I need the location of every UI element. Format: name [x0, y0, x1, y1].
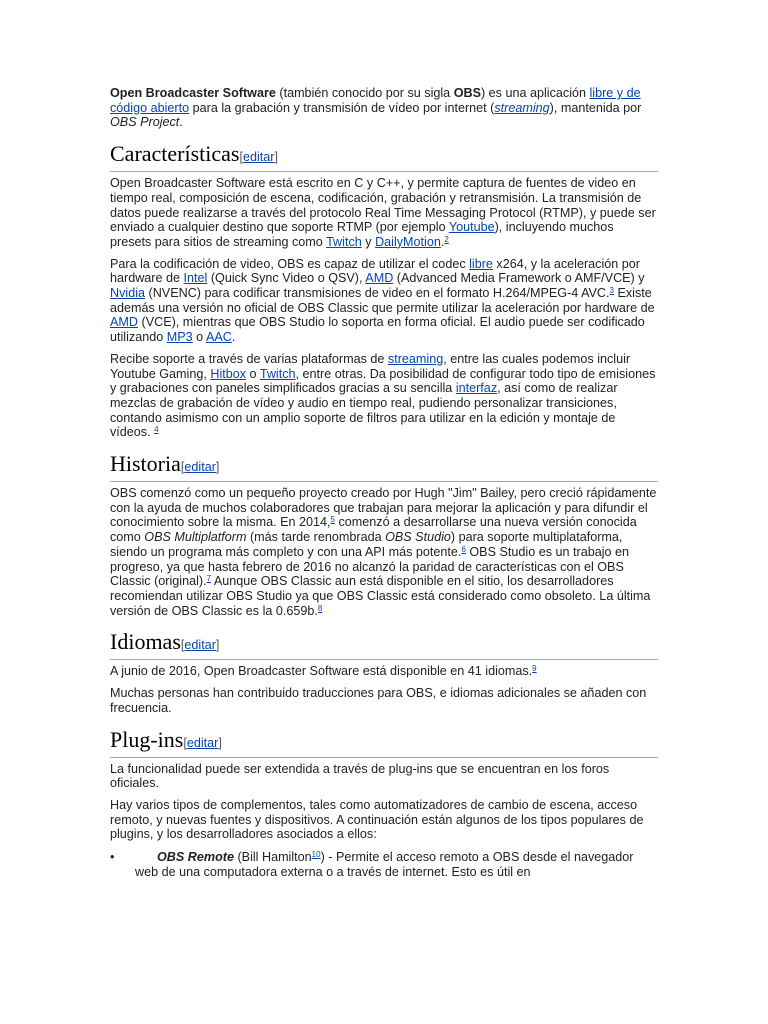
text: ) - Permite el acceso remoto a OBS desde el navegador web de una computadora externa o a través de internet. Esto es útil en: [135, 850, 634, 879]
edit-section: [editar]: [183, 735, 222, 750]
edit-link-historia[interactable]: editar: [184, 460, 216, 475]
text: OBS comenzó como un pequeño proyecto creado por Hugh "Jim" Bailey, pero creció rápidamente con la ayuda de muchos colaboradores que trabajan para mejorar la aplicación y para difundir el conocimiento sobre la misma. En 2014,: [110, 486, 657, 530]
text: Existe además una versión no oficial de OBS Classic que permite utilizar la aceleración por hardware de: [110, 286, 655, 315]
text: y: [361, 234, 376, 249]
text: Para la codificación de video, OBS es capaz de utilizar el codec: [110, 256, 470, 271]
link-nvidia[interactable]: Nvidia: [110, 286, 145, 301]
link-libre-codigo-abierto[interactable]: libre y de código abierto: [110, 86, 641, 115]
text: , así como de realizar mezclas de grabación de vídeo y audio en tiempo real, pudiendo personalizar transiciones, contando asimismo con un amplio soporte de filtros para utilizar en la edición y montaje de vídeos.: [110, 381, 618, 440]
link-streaming-2[interactable]: streaming: [387, 351, 444, 366]
text: Aunque OBS Classic aun está disponible en el sitio, los desarrolladores recomiendan utilizar OBS Studio ya que OBS Classic está considerado como obsoleto. La última versión de OBS Classic es la 0.659b.: [110, 574, 651, 618]
text: (Bill Hamilton: [233, 850, 312, 865]
obs-studio: OBS Studio: [385, 530, 451, 545]
text: (Advanced Media Framework o AMF/VCE) y: [393, 271, 645, 286]
link-streaming[interactable]: streaming: [494, 100, 550, 115]
link-aac[interactable]: AAC: [205, 330, 232, 345]
link-amd[interactable]: AMD: [365, 271, 394, 286]
heading-idiomas: [110, 629, 658, 660]
link-libre[interactable]: libre: [469, 256, 493, 271]
plugins-p2: Hay varios tipos de complementos, tales como automatizadores de cambio de escena, acceso remoto, y nuevas fuentes y dispositivos. A continuación están algunos de los tipos populares de plugins, y los desarrolladores asociados a ellos:: [110, 797, 644, 842]
text: (Quick Sync Video o QSV),: [207, 271, 366, 286]
link-mp3[interactable]: MP3: [166, 330, 193, 345]
text: (VCE), mientras que OBS Studio lo soporta en forma oficial. El audio puede ser codificado utilizando: [110, 315, 645, 345]
link-dailymotion[interactable]: DailyMotion: [375, 234, 441, 249]
intro-text: para la grabación y transmisión de vídeo por internet (: [189, 100, 495, 115]
ref-9[interactable]: 9: [532, 664, 537, 674]
obs-multiplatform: OBS Multiplatform: [144, 530, 247, 545]
ref-5[interactable]: 5: [330, 515, 335, 525]
ref-2[interactable]: 2: [444, 234, 449, 244]
caracteristicas-p3: [110, 352, 658, 440]
ref-7[interactable]: 7: [206, 574, 212, 584]
heading-text: Historia: [110, 451, 181, 477]
text: OBS Studio es un trabajo en progreso, ya que hasta febrero de 2016 no alcanzó la paridad de características con el OBS Classic (original).: [110, 544, 630, 589]
text: .: [231, 330, 236, 345]
ref-8[interactable]: 8: [317, 603, 323, 613]
intro-text: ) es una aplicación: [480, 86, 590, 100]
ref-3[interactable]: 3: [609, 286, 614, 296]
bullet-icon: •: [110, 850, 115, 865]
text: o: [246, 366, 260, 381]
intro-text: (también conocido por su sigla: [275, 86, 454, 100]
link-twitch-2[interactable]: Twitch: [259, 366, 296, 381]
heading-historia: [110, 451, 658, 482]
text: Open Broadcaster Software está escrito en C y C++, y permite captura de fuentes de video en tiempo real, composición de escena, codificación, grabación y retransmisión. La transmisión de datos puede realizarse a través del protocolo Real Time Messaging Protocol (RTMP), y puede ser enviado a cualquier destino que soporte RTMP (por ejemplo: [110, 176, 656, 235]
edit-link-caracteristicas[interactable]: editar: [243, 150, 275, 165]
text: , entre otras. Da posibilidad de configurar todo tipo de emisiones y grabaciones con paneles simplificados gracias a su sencilla: [110, 366, 656, 396]
link-interfaz[interactable]: interfaz: [455, 381, 498, 396]
link-intel[interactable]: Intel: [183, 271, 208, 286]
intro-paragraph: [110, 86, 658, 130]
caracteristicas-p1: [110, 176, 658, 250]
heading-text: Características: [110, 141, 240, 167]
caracteristicas-p2: [110, 257, 658, 345]
historia-p1: [110, 486, 658, 618]
text: comenzó a desarrollarse una nueva versión conocida como: [110, 515, 637, 545]
idiomas-p1: [110, 664, 658, 679]
link-youtube[interactable]: Youtube: [448, 220, 495, 235]
plugin-name: OBS Remote: [157, 850, 234, 865]
heading-text: Plug-ins: [110, 726, 184, 752]
article-content: [110, 86, 658, 879]
link-twitch[interactable]: Twitch: [326, 234, 362, 249]
heading-plugins: [110, 727, 658, 758]
text: .: [440, 234, 445, 249]
text: (NVENC) para codificar transmisiones de video en el formato H.264/MPEG-4 AVC.: [145, 286, 610, 301]
intro-project: OBS Project: [110, 115, 180, 130]
list-item: [110, 850, 658, 879]
edit-link-idiomas[interactable]: editar: [184, 638, 216, 653]
text: (más tarde renombrada: [246, 530, 386, 545]
plugins-p1: La funcionalidad puede ser extendida a través de plug-ins que se encuentran en los foros oficiales.: [110, 761, 610, 791]
ref-10[interactable]: 10: [311, 850, 321, 860]
text: Recibe soporte a través de varias plataformas de: [110, 351, 388, 366]
ref-6[interactable]: 6: [461, 544, 466, 554]
intro-title: Open Broadcaster Software: [110, 86, 276, 100]
link-hitbox[interactable]: Hitbox: [210, 366, 247, 381]
text: , entre las cuales podemos incluir Youtube Gaming,: [110, 351, 631, 381]
edit-section: [editar]: [239, 150, 279, 165]
edit-section: [editar]: [180, 460, 220, 475]
text: x264, y la aceleración por hardware de: [110, 256, 640, 286]
text: ), incluyendo muchos presets para sitios de streaming como: [110, 220, 614, 249]
intro-text: ), mantenida por: [549, 100, 642, 115]
edit-section: [editar]: [180, 638, 220, 653]
text: o: [192, 330, 206, 345]
plugins-list: [110, 850, 658, 879]
text: A junio de 2016, Open Broadcaster Software está disponible en 41 idiomas.: [110, 664, 533, 679]
link-amd-2[interactable]: AMD: [110, 315, 138, 330]
intro-obs: OBS: [453, 86, 481, 100]
text: ) para soporte multiplataforma, siendo un programa más completo y con una API más potente.: [110, 530, 623, 559]
intro-text: .: [179, 115, 183, 130]
ref-4[interactable]: 4: [154, 425, 159, 435]
heading-caracteristicas: [110, 141, 658, 172]
heading-text: Idiomas: [110, 629, 181, 655]
idiomas-p2: Muchas personas han contribuido traducciones para OBS, e idiomas adicionales se añaden con frecuencia.: [110, 686, 647, 715]
edit-link-plugins[interactable]: editar: [186, 735, 219, 750]
